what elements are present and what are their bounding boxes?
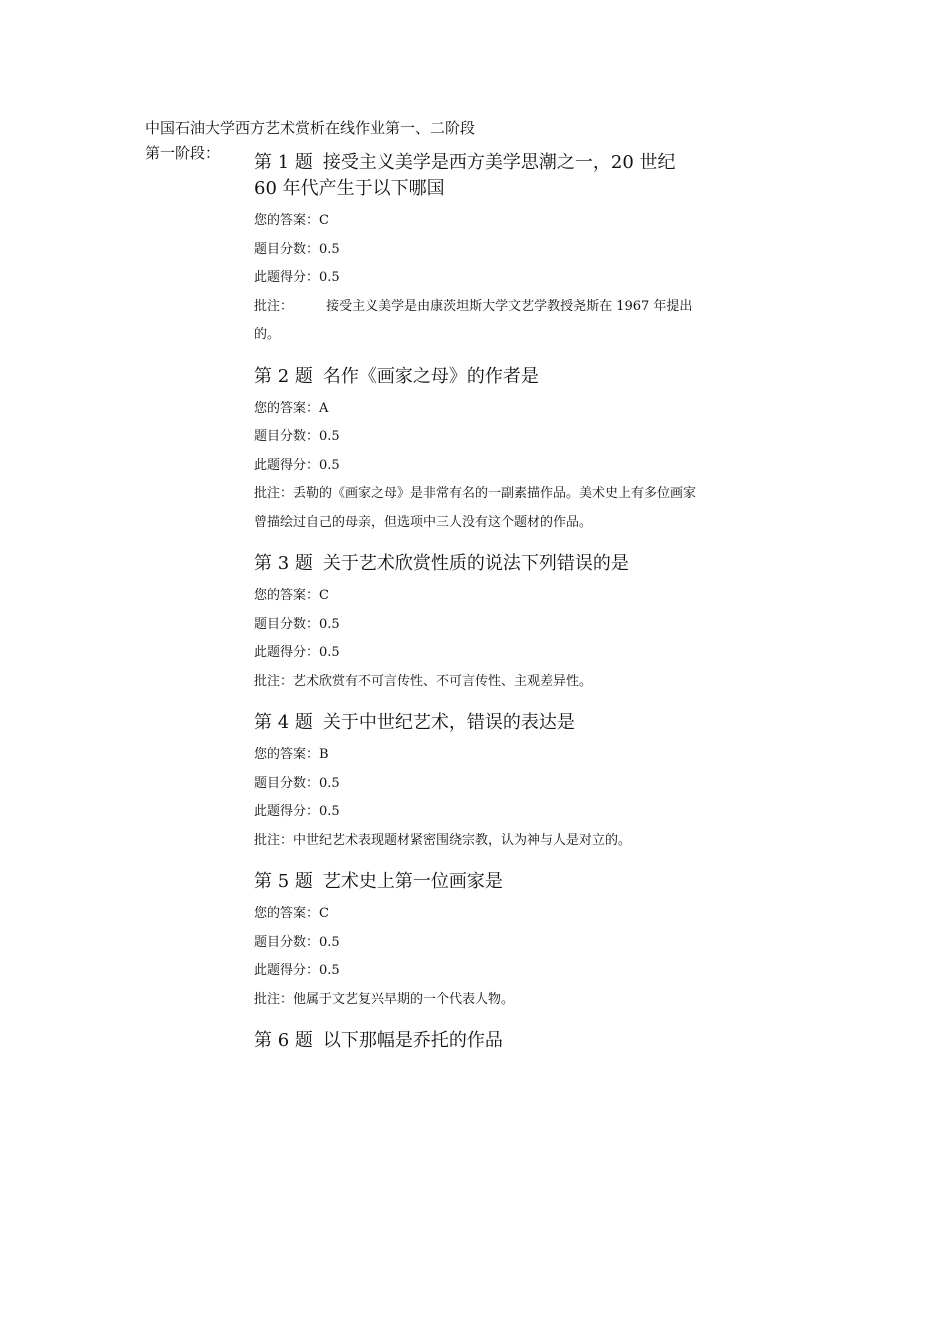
note-row: [254, 668, 704, 697]
question-text: 以下那幅是乔托的作品: [322, 1030, 503, 1051]
question-6: [254, 1028, 704, 1054]
answer-label: 您的答案：: [254, 906, 320, 921]
score-value: 0.5: [319, 616, 340, 632]
score-row: [254, 611, 704, 640]
note-row: [254, 293, 704, 350]
note-text: 他属于文艺复兴早期的一个代表人物。: [293, 991, 515, 1007]
question-list: [254, 150, 704, 1068]
earned-label: 此题得分：: [254, 804, 320, 819]
note-label: 批注：: [254, 673, 294, 689]
answer-row: [254, 741, 704, 770]
note-text: 中世纪艺术表现题材紧密围绕宗教，认为神与人是对立的。: [293, 832, 632, 848]
question-number: 第 4 题: [254, 712, 313, 733]
earned-label: 此题得分：: [254, 457, 320, 473]
earned-value: 0.5: [319, 645, 340, 660]
earned-row: [254, 264, 704, 293]
question-text: 接受主义美学是西方美学思潮之一，20 世纪 60 年代产生于以下哪国: [254, 152, 676, 199]
answer-row: [254, 900, 704, 929]
score-row: [254, 770, 704, 799]
earned-value: 0.5: [319, 804, 340, 819]
question-number: 第 6 题: [254, 1030, 313, 1051]
answer-row: [254, 207, 704, 236]
earned-label: 此题得分：: [254, 645, 320, 660]
answer-label: 您的答案：: [254, 588, 320, 603]
question-number: 第 3 题: [254, 553, 313, 574]
earned-value: 0.5: [319, 457, 340, 473]
score-value: 0.5: [319, 429, 340, 444]
score-row: [254, 236, 704, 265]
question-heading: [254, 1028, 704, 1054]
question-heading: [254, 869, 704, 895]
note-row: [254, 480, 704, 537]
question-heading: [254, 551, 704, 577]
earned-value: 0.5: [319, 270, 340, 285]
earned-label: 此题得分：: [254, 963, 320, 978]
score-value: 0.5: [319, 934, 340, 950]
question-heading: [254, 710, 704, 736]
note-label: 批注：: [254, 991, 294, 1007]
question-5: [254, 869, 704, 1014]
earned-row: [254, 452, 704, 481]
question-text: 关于艺术欣赏性质的说法下列错误的是: [322, 553, 629, 574]
note-label: 批注：: [254, 832, 294, 848]
question-heading: [254, 364, 704, 390]
question-text: 名作《画家之母》的作者是: [322, 365, 539, 387]
question-heading: [254, 150, 704, 202]
document-title: 中国石油大学西方艺术赏析在线作业第一、二阶段: [145, 119, 476, 137]
answer-label: 您的答案：: [254, 747, 320, 762]
earned-label: 此题得分：: [254, 270, 320, 285]
question-2: [254, 364, 704, 538]
answer-value: C: [319, 213, 329, 228]
note-label: 批注：: [254, 298, 294, 314]
answer-value: A: [319, 400, 329, 416]
score-label: 题目分数：: [254, 429, 320, 444]
note-row: [254, 827, 704, 856]
answer-value: C: [319, 906, 329, 921]
score-row: [254, 423, 704, 452]
answer-label: 您的答案：: [254, 213, 320, 228]
score-row: [254, 929, 704, 958]
question-text: 关于中世纪艺术，错误的表达是: [322, 712, 575, 733]
earned-value: 0.5: [319, 963, 340, 978]
answer-label: 您的答案：: [254, 400, 320, 416]
score-label: 题目分数：: [254, 934, 320, 950]
note-text: 接受主义美学是由康茨坦斯大学文艺学教授尧斯在 1967 年提出的。: [254, 298, 693, 342]
stage-label: 第一阶段：: [145, 144, 221, 162]
answer-row: [254, 582, 704, 611]
question-3: [254, 551, 704, 696]
score-label: 题目分数：: [254, 775, 320, 791]
earned-row: [254, 798, 704, 827]
score-label: 题目分数：: [254, 616, 320, 632]
note-text: 丢勒的《画家之母》是非常有名的一副素描作品。美术史上有多位画家曾描绘过自己的母亲，但选项中三人没有这个题材的作品。: [254, 486, 697, 530]
note-text: 艺术欣赏有不可言传性、不可言传性、主观差异性。: [293, 673, 593, 689]
score-value: 0.5: [319, 775, 340, 791]
answer-row: [254, 395, 704, 424]
question-4: [254, 710, 704, 855]
note-label: 批注：: [254, 486, 294, 501]
score-label: 题目分数：: [254, 241, 320, 257]
score-value: 0.5: [319, 241, 340, 257]
question-number: 第 5 题: [254, 871, 313, 892]
question-text: 艺术史上第一位画家是: [322, 871, 503, 892]
answer-value: B: [319, 747, 329, 762]
question-number: 第 1 题: [254, 152, 313, 173]
answer-value: C: [319, 588, 329, 603]
question-number: 第 2 题: [254, 365, 313, 387]
note-row: [254, 986, 704, 1015]
earned-row: [254, 639, 704, 668]
earned-row: [254, 957, 704, 986]
question-1: [254, 150, 704, 350]
